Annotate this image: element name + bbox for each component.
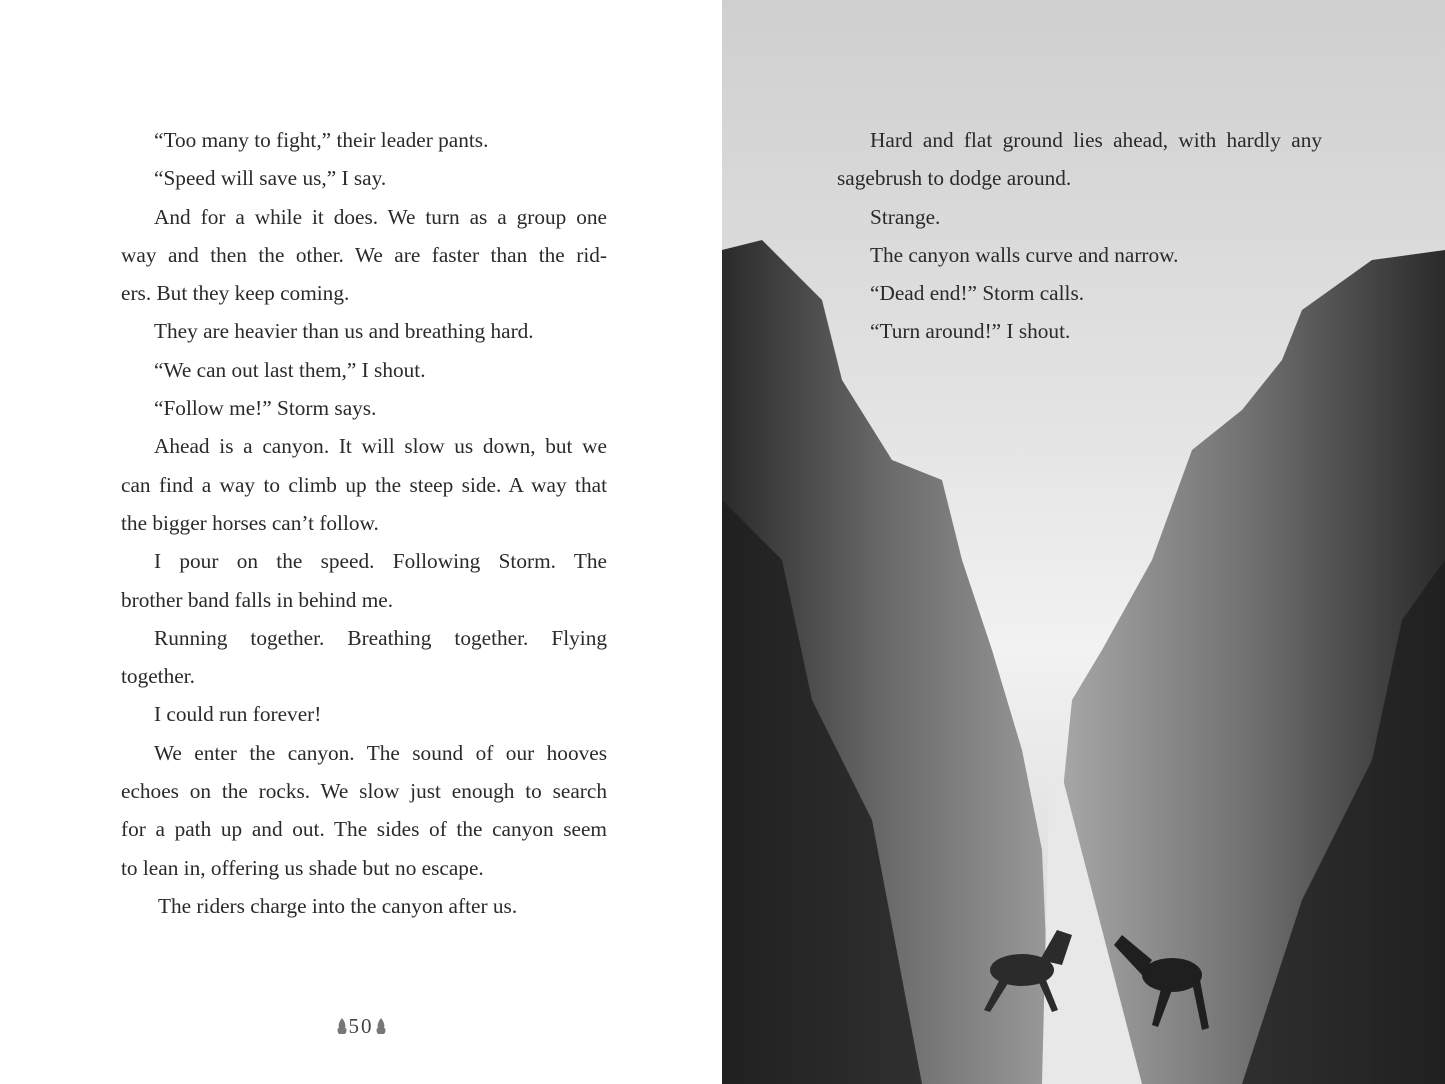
left-page-text <box>121 121 607 925</box>
text-line: sagebrush to dodge around. <box>837 166 1072 191</box>
text-line: “Too many to fight,” their leader pants. <box>154 128 489 152</box>
text-line: echoes on the rocks. We slow just enough to search <box>121 779 607 804</box>
text-line: “Dead end!” Storm calls. <box>870 281 1085 306</box>
text-line: “Follow me!” Storm says. <box>154 396 377 421</box>
text-line: for a path up and out. The sides of the canyon seem <box>121 817 607 842</box>
text-line: We enter the canyon. The sound of our hooves <box>154 740 607 765</box>
text-line: ers. But they keep coming. <box>121 281 350 306</box>
text-line: And for a while it does. We turn as a group one <box>154 204 607 229</box>
text-line: Hard and flat ground lies ahead, with hardly any <box>870 128 1322 152</box>
text-line: I could run forever! <box>154 702 322 727</box>
text-line: They are heavier than us and breathing hard. <box>154 319 534 344</box>
text-line: Ahead is a canyon. It will slow us down, but we <box>154 434 607 459</box>
text-line: together. <box>121 664 195 689</box>
text-line: way and then the other. We are faster than the rid- <box>121 242 607 267</box>
text-line: “Speed will save us,” I say. <box>154 166 387 191</box>
page-number <box>0 1014 722 1039</box>
text-line: brother band falls in behind me. <box>121 587 394 612</box>
text-line: The riders charge into the canyon after us. <box>158 893 518 918</box>
right-page <box>722 0 1445 1084</box>
text-line: The canyon walls curve and narrow. <box>870 242 1179 267</box>
left-page <box>0 0 722 1084</box>
text-line: Strange. <box>870 204 941 229</box>
flame-ornament-icon <box>337 1018 347 1034</box>
text-line: the bigger horses can’t follow. <box>121 510 379 535</box>
text-line: “Turn around!” I shout. <box>870 319 1071 344</box>
text-line: can find a way to climb up the steep side. A way that <box>121 472 607 497</box>
text-line: I pour on the speed. Following Storm. The <box>154 549 607 574</box>
text-line: to lean in, offering us shade but no escape. <box>121 855 484 880</box>
page-number-text: 50 <box>348 1014 374 1038</box>
right-page-text <box>837 121 1322 351</box>
text-line: Running together. Breathing together. Flying <box>154 625 607 650</box>
flame-ornament-icon <box>376 1018 386 1034</box>
text-line: “We can out last them,” I shout. <box>154 357 426 382</box>
